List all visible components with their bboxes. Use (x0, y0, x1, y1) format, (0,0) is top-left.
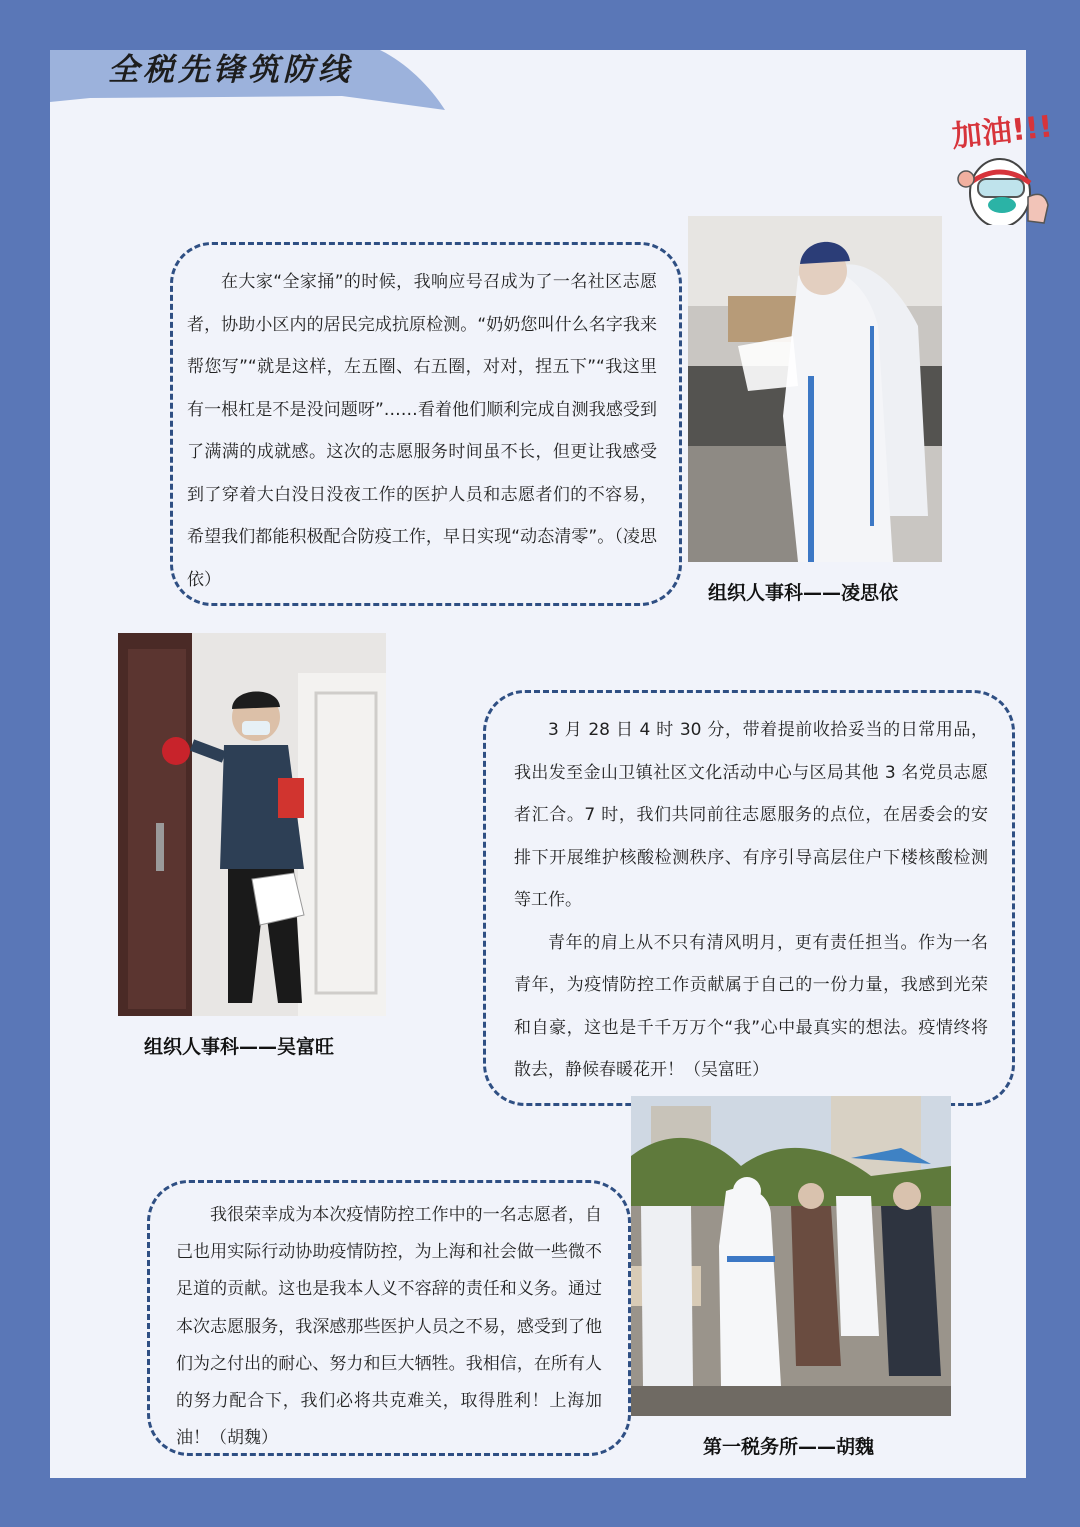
photo-caption: 组织人事科——吴富旺 (144, 1036, 335, 1058)
photo-caption: 第一税务所——胡魏 (703, 1436, 875, 1458)
photo-volunteer-1 (688, 216, 942, 562)
mascot-cheer-text: 加油!!! (950, 109, 1055, 155)
photo-volunteer-3 (631, 1096, 951, 1416)
story-paragraph: 我很荣幸成为本次疫情防控工作中的一名志愿者，自己也用实际行动协助疫情防控，为上海和社会做一些微不足道的贡献。这也是我本人义不容辞的责任和义务。通过本次志愿服务，我深感那些医护人员之不易，感受到了他们为之付出的耐心、努力和巨大牺牲。我相信，在所有人的努力配合下，我们必将共克难关，取得胜利！上海加油！（胡魏） (176, 1205, 602, 1449)
photo-caption: 组织人事科——凌思依 (708, 582, 899, 604)
poster-page (50, 50, 1055, 1478)
story-paragraph: 3 月 28 日 4 时 30 分，带着提前收拾妥当的日常用品，我出发至金山卫镇社区文化活动中心与区局其他 3 名党员志愿者汇合。7 时，我们共同前往志愿服务的点位，在居委会的安排下开展维护核酸检测秩序、有序引导高层住户下楼核酸检测等工作。 (514, 720, 988, 910)
story-card-1 (170, 242, 682, 606)
medic-mascot-icon (948, 105, 1060, 225)
photo-volunteer-2 (118, 633, 386, 1016)
story-paragraph: 青年的肩上从不只有清风明月，更有责任担当。作为一名青年，为疫情防控工作贡献属于自己的一份力量，我感到光荣和自豪，这也是千千万万个“我”心中最真实的想法。疫情终将散去，静候春暖花开！（吴富旺） (514, 932, 988, 1080)
page-title: 全税先锋筑防线 (108, 52, 353, 88)
story-paragraph: 在大家“全家捅”的时候，我响应号召成为了一名社区志愿者，协助小区内的居民完成抗原检测。“奶奶您叫什么名字我来帮您写”“就是这样，左五圈、右五圈，对对，捏五下”“我这里有一根杠是不是没问题呀”……看着他们顺利完成自测我感受到了满满的成就感。这次的志愿服务时间虽不长，但更让我感受到了穿着大白没日没夜工作的医护人员和志愿者们的不容易，希望我们都能积极配合防疫工作，早日实现“动态清零”。（凌思依） (187, 272, 657, 590)
story-card-2 (483, 690, 1015, 1106)
story-card-3 (147, 1180, 631, 1456)
